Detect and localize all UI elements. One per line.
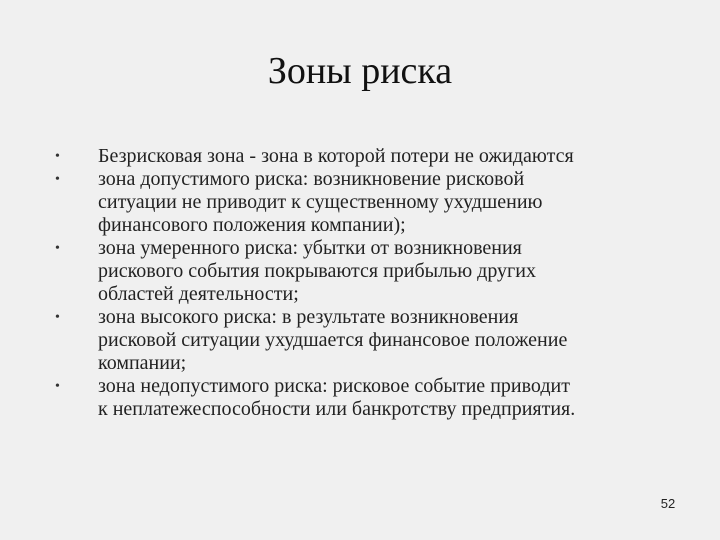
bullet-text-line: зона умеренного риска: убытки от возникновения bbox=[98, 237, 522, 259]
bullet-text-line: к неплатежеспособности или банкротству предприятия. bbox=[98, 398, 576, 420]
bullet-text-line: рискового события покрываются прибылью других bbox=[98, 260, 536, 282]
bullet-text-line: зона недопустимого риска: рисковое событие приводит bbox=[98, 375, 570, 397]
bullet-text-line: ситуации не приводит к существенному ухудшению bbox=[98, 191, 543, 213]
bullet-item-4 bbox=[0, 306, 720, 375]
bullet-item-5 bbox=[0, 375, 720, 421]
bullet-marker: • bbox=[55, 149, 60, 164]
bullet-list bbox=[0, 145, 720, 421]
bullet-text-line: компании; bbox=[98, 352, 187, 374]
bullet-text-line: зона допустимого риска: возникновение рисковой bbox=[98, 168, 525, 190]
bullet-text-line: Безрисковая зона - зона в которой потери не ожидаются bbox=[98, 145, 574, 167]
slide-title: Зоны риска bbox=[267, 50, 453, 92]
bullet-item-1 bbox=[0, 145, 720, 168]
bullet-marker: • bbox=[55, 241, 60, 256]
bullet-marker: • bbox=[55, 310, 60, 325]
bullet-text-line: финансового положения компании); bbox=[98, 214, 406, 236]
bullet-marker: • bbox=[55, 379, 60, 394]
bullet-item-2 bbox=[0, 168, 720, 237]
bullet-text-line: рисковой ситуации ухудшается финансовое положение bbox=[98, 329, 568, 351]
bullet-text-line: областей деятельности; bbox=[98, 283, 299, 305]
bullet-marker: • bbox=[55, 172, 60, 187]
bullet-item-3 bbox=[0, 237, 720, 306]
bullet-text-line: зона высокого риска: в результате возникновения bbox=[98, 306, 519, 328]
page-number: 52 bbox=[660, 496, 676, 511]
